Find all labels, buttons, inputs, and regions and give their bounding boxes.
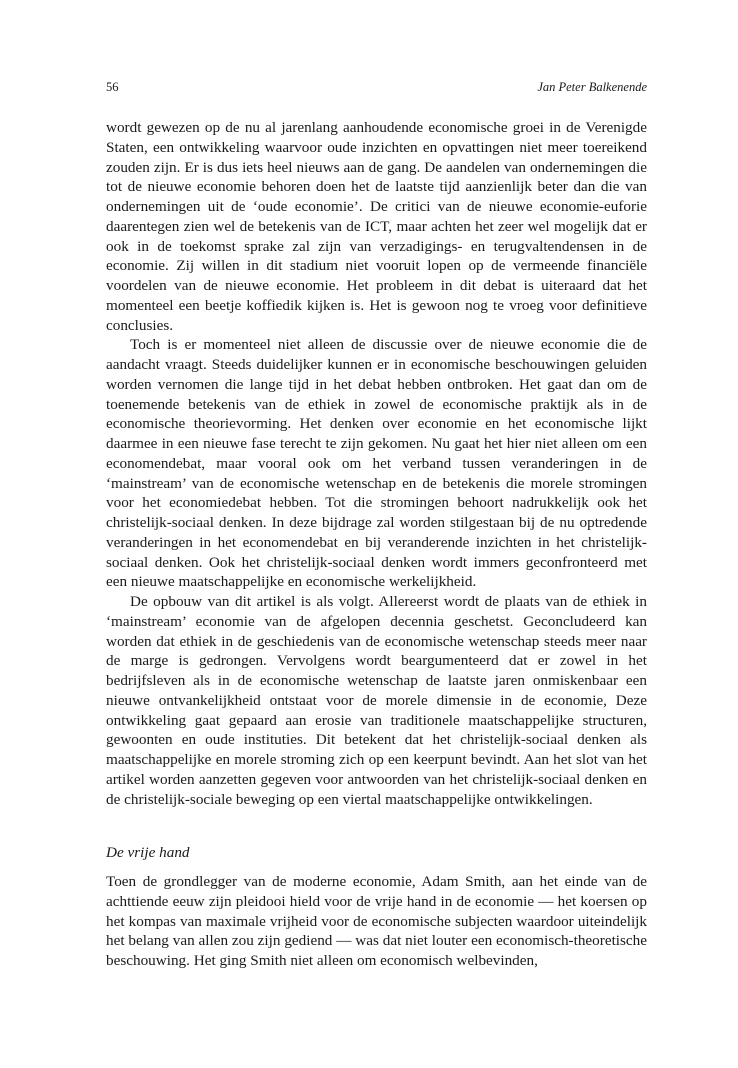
paragraph: wordt gewezen op de nu al jarenlang aanhoudende economische groei in de Verenigde Staten, een ontwikkeling waarvoor oude inzichten en opvattingen niet meer toereikend zouden zijn. Er is dus iets heel nieuws aan de gang. De aandelen van ondernemingen die tot de nieuwe economie behoren doen het de laatste tijd aanzienlijk beter dan die van ondernemingen uit de ‘oude economie’. De critici van de nieuwe economie-euforie daarentegen zien wel de betekenis van de ICT, maar achten het zeer wel mogelijk dat er ook in de toekomst sprake zal zijn van verzadigings- en terugvaltendensen in de economie. Zij willen in dit stadium niet vooruit lopen op de vermeende financiële voordelen van de nieuwe economie. Het probleem in dit debat is uiteraard dat het momenteel een beetje koffiedik kijken is. Het is gewoon nog te vroeg voor definitieve conclusies. — [106, 119, 647, 334]
paragraph: Toch is er momenteel niet alleen de discussie over de nieuwe economie die de aandacht vraagt. Steeds duidelijker kunnen er in economische beschouwingen geluiden worden vernomen die lange tijd in het debat hebben ontbroken. Het gaat dan om de toenemende betekenis van de ethiek in zowel de economische praktijk als in de economische theorievorming. Het denken over economie en het economische lijkt daarmee in een nieuwe fase terecht te zijn gekomen. Nu gaat het hier niet alleen om een economendebat, maar vooral ook om het verband tussen veranderingen in de ‘mainstream’ van de economische wetenschap en de betekenis die morele stromingen voor het economiedebat hebben. Tot die stromingen behoort nadrukkelijk ook het christelijk-sociaal denken. In deze bijdrage zal worden stilgestaan bij de nu optredende veranderingen in het economendebat en bij veranderende inzichten in het christelijk-sociaal denken. Ook het christelijk-sociaal denken wordt immers geconfronteerd met een nieuwe maatschappelijke en economische werkelijkheid. — [106, 336, 647, 591]
running-header — [106, 80, 647, 98]
running-author: Jan Peter Balkenende — [537, 80, 647, 94]
paragraph: De opbouw van dit artikel is als volgt. Allereerst wordt de plaats van de ethiek in ‘mainstream’ economie van de afgelopen decennia geschetst. Geconcludeerd kan worden dat ethiek in de geschiedenis van de economische wetenschap steeds meer naar de marge is gedrongen. Vervolgens wordt beargumenteerd dat er zowel in het bedrijfsleven als in de economische wetenschap de laatste jaren onmiskenbaar een nieuwe ontvankelijkheid ontstaat voor de morele dimensie in de economie, Deze ontwikkeling gaat gepaard aan erosie van traditionele maatschappelijke structuren, gewoonten en oude instituties. Dit betekent dat het christelijk-sociaal denken als maatschappelijke en morele stroming zich op een keerpunt bevindt. Aan het slot van het artikel worden aanzetten gegeven voor antwoorden van het christelijk-sociaal denken en de christelijk-sociale beweging op een viertal maatschappelijke ontwikkelingen. — [106, 593, 647, 808]
section-heading: De vrije hand — [106, 844, 190, 861]
body-text — [106, 118, 647, 809]
section-text — [106, 872, 647, 971]
page-number: 56 — [106, 80, 119, 94]
paragraph: Toen de grondlegger van de moderne economie, Adam Smith, aan het einde van de achttiende eeuw zijn pleidooi hield voor de vrije hand in de economie — het koersen op het kompas van maximale vrijheid voor de economische subjecten waardoor uiteindelijk het belang van allen zou zijn gediend — was dat niet louter een economisch-theoretische beschouwing. Het ging Smith niet alleen om economisch welbevinden, — [106, 873, 647, 969]
